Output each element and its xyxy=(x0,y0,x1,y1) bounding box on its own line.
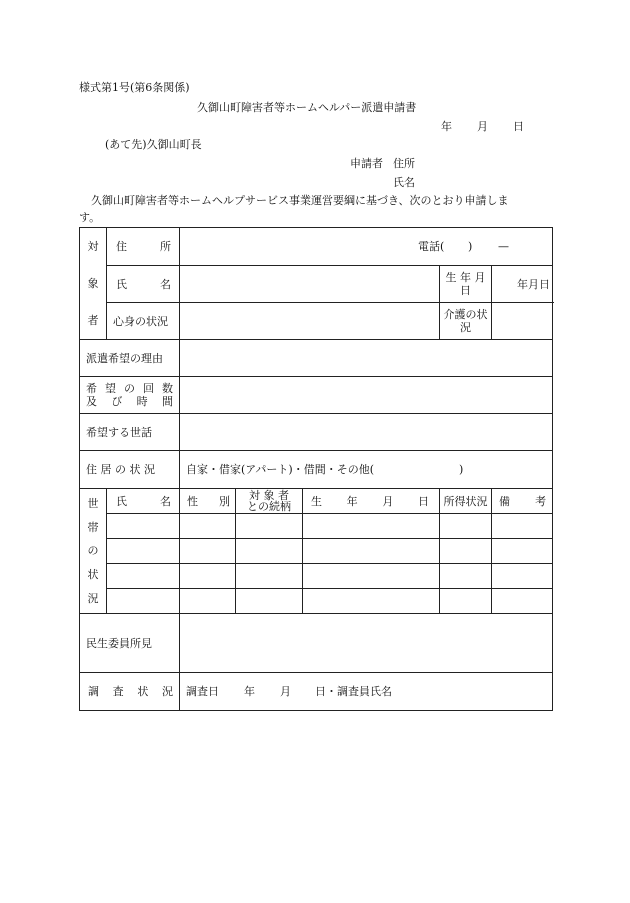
date-month-label: 月 xyxy=(477,120,488,133)
name-label-char: 名 xyxy=(160,277,171,291)
household-cell[interactable] xyxy=(492,564,553,589)
household-header-cell xyxy=(80,489,107,614)
col-name-char: 名 xyxy=(160,494,171,508)
household-cell[interactable] xyxy=(492,514,553,539)
survey-char: 状 xyxy=(137,685,149,698)
applicant-label: 申請者 xyxy=(350,157,383,170)
col-sex-char: 性 xyxy=(187,494,198,508)
care-field[interactable] xyxy=(492,303,553,340)
birth-label: 生 年 月 日 xyxy=(440,266,492,303)
frequency-char: 数 xyxy=(162,382,173,395)
household-cell[interactable] xyxy=(236,564,303,589)
frequency-char: 望 xyxy=(105,382,116,395)
document-title: 久御山町障害者等ホームヘルパー派遣申請書 xyxy=(197,101,417,114)
housing-field[interactable] xyxy=(180,451,553,489)
birth-field[interactable] xyxy=(492,266,553,303)
row-welfare xyxy=(80,614,553,673)
household-cell[interactable] xyxy=(303,589,440,614)
row-frequency xyxy=(80,377,553,414)
col-remarks-header xyxy=(492,489,553,514)
row-housing xyxy=(80,451,553,489)
survey-month-label: 月 xyxy=(280,685,291,698)
birth-day-label: 日 xyxy=(539,277,550,291)
survey-field[interactable] xyxy=(180,673,553,711)
household-cell[interactable] xyxy=(236,589,303,614)
household-char: 状 xyxy=(87,568,99,582)
name-label-char: 氏 xyxy=(116,277,127,291)
frequency-char: 及 xyxy=(86,395,97,408)
frequency-field[interactable] xyxy=(180,377,553,414)
address-field[interactable] xyxy=(180,228,553,266)
addressee: (あて先)久御山町長 xyxy=(105,138,202,151)
household-cell[interactable] xyxy=(180,564,236,589)
col-income-header: 所得状況 xyxy=(440,489,492,514)
phone-label: 電話( xyxy=(418,240,445,253)
subject-char: 者 xyxy=(87,313,99,327)
survey-date-label: 調査日 xyxy=(186,685,219,698)
frequency-char: 希 xyxy=(86,382,97,395)
applicant-name-label: 氏名 xyxy=(393,176,415,189)
survey-label-cell xyxy=(80,673,180,711)
frequency-label-cell xyxy=(80,377,180,414)
row-survey xyxy=(80,673,553,711)
col-birth-header xyxy=(303,489,440,514)
household-char: 世 xyxy=(87,497,99,511)
household-char: 帯 xyxy=(87,520,99,534)
frequency-char: び xyxy=(111,395,123,408)
household-cell[interactable] xyxy=(107,589,180,614)
welfare-field[interactable] xyxy=(180,614,553,673)
condition-label: 心身の状況 xyxy=(107,303,180,340)
survey-char: 調 xyxy=(88,685,99,698)
household-cell[interactable] xyxy=(440,589,492,614)
phone-dash: — xyxy=(498,240,509,253)
subject-header-cell xyxy=(80,228,107,340)
row-condition xyxy=(80,303,553,340)
date-year-label: 年 xyxy=(441,120,452,133)
applicant-address-label: 住所 xyxy=(393,157,415,170)
subject-char: 象 xyxy=(87,276,99,290)
household-cell[interactable] xyxy=(303,564,440,589)
household-cell[interactable] xyxy=(440,564,492,589)
care-label: 介護の状況 xyxy=(440,303,492,340)
care-wanted-label: 希望する世話 xyxy=(80,414,180,451)
household-cell[interactable] xyxy=(180,514,236,539)
row-address xyxy=(80,228,553,266)
subject-char: 対 xyxy=(87,240,99,254)
household-cell[interactable] xyxy=(180,589,236,614)
col-birth-char: 月 xyxy=(382,494,394,508)
application-form-table xyxy=(79,227,553,711)
name-field[interactable] xyxy=(180,266,440,303)
household-char: 況 xyxy=(87,591,99,605)
frequency-char: の xyxy=(124,382,135,395)
col-name-header xyxy=(107,489,180,514)
col-remarks-char: 備 xyxy=(499,494,510,508)
frequency-char: 時 xyxy=(136,395,148,408)
condition-field[interactable] xyxy=(180,303,440,340)
col-birth-char: 生 xyxy=(311,494,322,508)
reason-label: 派遣希望の理由 xyxy=(80,340,180,377)
body-text-line-1: 久御山町障害者等ホームヘルプサービス事業運営要綱に基づき、次のとおり申請しま xyxy=(91,194,509,207)
address-label-char: 住 xyxy=(116,240,127,253)
row-household-header xyxy=(80,489,553,514)
frequency-char: 回 xyxy=(143,382,154,395)
household-row xyxy=(80,589,553,614)
form-number: 様式第1号(第6条関係) xyxy=(79,81,190,94)
phone-paren-close: ) xyxy=(468,240,473,253)
household-cell[interactable] xyxy=(440,539,492,564)
household-cell[interactable] xyxy=(236,539,303,564)
address-label-char: 所 xyxy=(160,240,171,253)
household-cell[interactable] xyxy=(303,539,440,564)
survey-char: 況 xyxy=(161,685,173,698)
address-label-cell xyxy=(107,228,180,266)
survey-year-label: 年 xyxy=(244,685,255,698)
birth-year-label: 年 xyxy=(517,277,528,291)
housing-label: 住 居 の 状 況 xyxy=(80,451,180,489)
date-day-label: 日 xyxy=(513,120,524,133)
household-cell[interactable] xyxy=(107,514,180,539)
care-wanted-field[interactable] xyxy=(180,414,553,451)
welfare-label: 民生委員所見 xyxy=(80,614,180,673)
survey-day-investigator-label: 日・調査員氏名 xyxy=(315,685,392,698)
col-birth-char: 日 xyxy=(417,494,429,508)
col-relation-line2: との続柄 xyxy=(247,500,291,513)
col-relation-line1: 対 象 者 xyxy=(249,489,289,502)
household-cell[interactable] xyxy=(180,539,236,564)
household-cell[interactable] xyxy=(303,514,440,539)
housing-paren-close: ) xyxy=(459,463,464,476)
survey-char: 査 xyxy=(112,685,124,698)
col-birth-char: 年 xyxy=(346,494,358,508)
household-row xyxy=(80,564,553,589)
household-char: の xyxy=(87,544,99,558)
col-sex-header xyxy=(180,489,236,514)
row-care-wanted xyxy=(80,414,553,451)
household-row xyxy=(80,514,553,539)
name-label-cell xyxy=(107,266,180,303)
frequency-char: 間 xyxy=(161,395,173,408)
household-cell[interactable] xyxy=(440,514,492,539)
household-cell[interactable] xyxy=(236,514,303,539)
col-name-char: 氏 xyxy=(116,494,127,508)
birth-month-label: 月 xyxy=(528,277,539,291)
col-sex-char: 別 xyxy=(219,494,230,508)
household-row xyxy=(80,539,553,564)
row-name xyxy=(80,266,553,303)
housing-options: 自家・借家(アパート)・借間・その他( xyxy=(186,463,374,476)
household-cell[interactable] xyxy=(492,589,553,614)
household-cell[interactable] xyxy=(492,539,553,564)
body-text-line-2: す。 xyxy=(79,211,101,224)
household-cell[interactable] xyxy=(107,539,180,564)
household-cell[interactable] xyxy=(107,564,180,589)
reason-field[interactable] xyxy=(180,340,553,377)
col-relation-header xyxy=(236,489,303,514)
col-remarks-char: 考 xyxy=(535,494,547,508)
row-reason xyxy=(80,340,553,377)
